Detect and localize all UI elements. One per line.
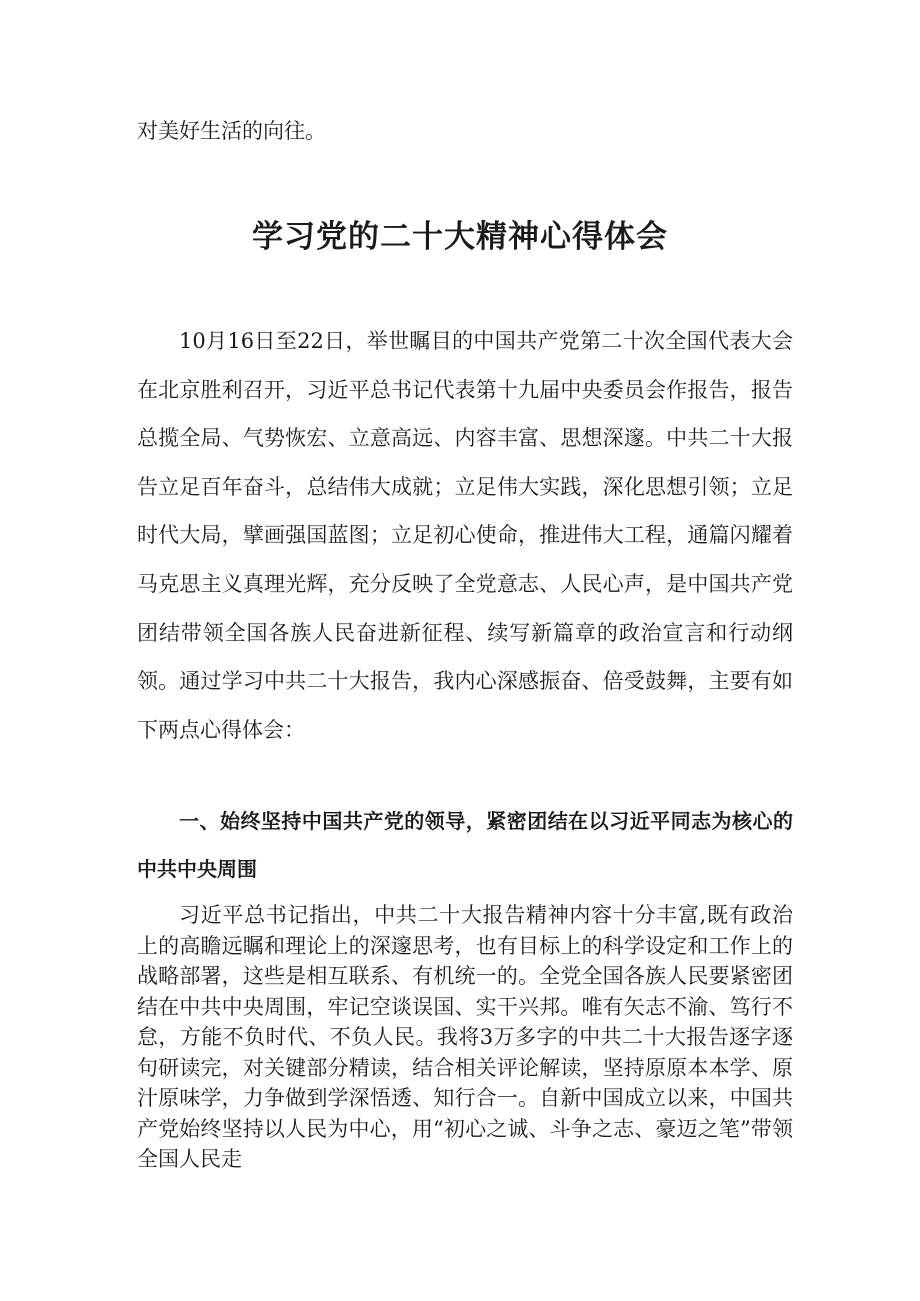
document-title: 学习党的二十大精神心得体会	[252, 219, 668, 255]
intro-paragraph: 10月16日至22日，举世瞩目的中国共产党第二十次全国代表大会在北京胜利召开，习近平总书记代表第十九届中央委员会作报告，报告总揽全局、气势恢宏、立意高远、内容丰富、思想深邃。中共二十大报告立足百年奋斗，总结伟大成就；立足伟大实践，深化思想引领；立足时代大局，擘画强国蓝图；立足初心使命，推进伟大工程，通篇闪耀着马克思主义真理光辉，充分反映了全党意志、人民心声，是中国共产党团结带领全国各族人民奋进新征程、续写新篇章的政治宣言和行动纲领。通过学习中共二十大报告，我内心深感振奋、倍受鼓舞，主要有如下两点心得体会：	[137, 329, 793, 742]
section-paragraph: 习近平总书记指出，中共二十大报告精神内容十分丰富,既有政治上的高瞻远瞩和理论上的深邃思考，也有目标上的科学设定和工作上的战略部署，这些是相互联系、有机统一的。全党全国各族人民要紧密团结在中共中央周围，牢记空谈误国、实干兴邦。唯有矢志不渝、笃行不怠，方能不负时代、不负人民。我将3万多字的中共二十大报告逐字逐句研读完，对关键部分精读，结合相关评论解读，坚持原原本本学、原汁原味学，力争做到学深悟透、知行合一。自新中国成立以来，中国共产党始终坚持以人民为中心，用“初心之诚、斗争之志、豪迈之笔”带领全国人民走	[137, 903, 793, 1171]
carry-over-paragraph: 对美好生活的向往。	[137, 119, 326, 143]
section-heading: 一、始终坚持中国共产党的领导，紧密团结在以习近平同志为核心的中共中央周围	[137, 809, 793, 881]
